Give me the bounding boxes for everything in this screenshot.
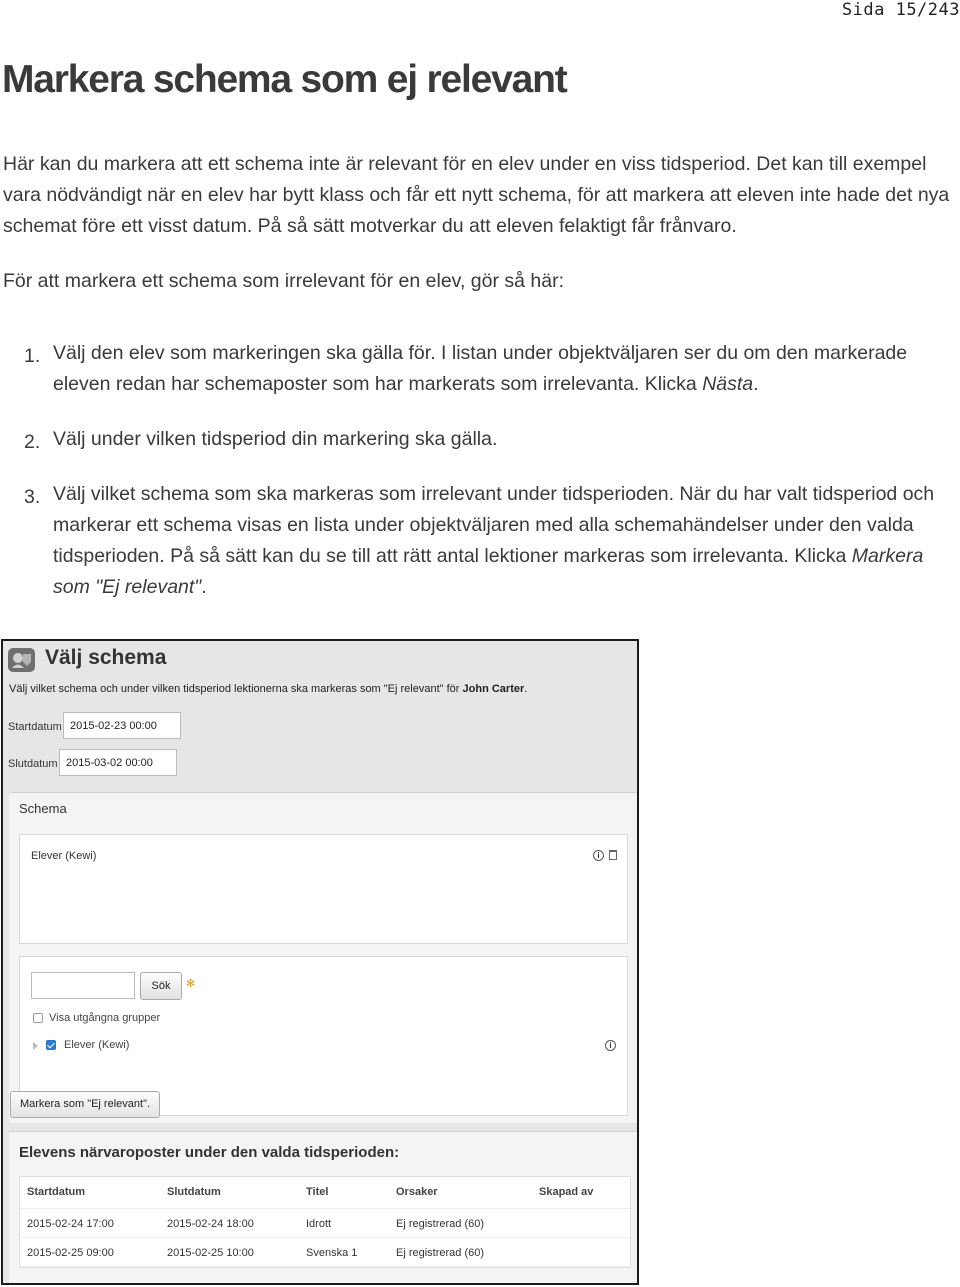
step-number: 1. — [24, 345, 41, 367]
dialog-description: Välj vilket schema och under vilken tidsperiod lektionerna ska markeras som "Ej relevant" för John Carter. — [9, 683, 528, 695]
table-row[interactable] — [20, 1209, 630, 1238]
page-number: Sida 15/243 — [841, 0, 960, 20]
end-date-input[interactable]: 2015-03-02 00:00 — [59, 749, 177, 776]
table-cell: 2015-02-24 17:00 — [27, 1218, 114, 1230]
trash-icon[interactable] — [609, 850, 617, 860]
dialog-header — [3, 641, 637, 677]
column-header[interactable]: Orsaker — [396, 1186, 438, 1198]
table-cell: 2015-02-25 10:00 — [167, 1247, 254, 1259]
screenshot-panel — [1, 639, 639, 1285]
mark-not-relevant-button[interactable]: Markera som "Ej relevant". — [10, 1091, 160, 1118]
tree-item-label[interactable]: Elever (Kewi) — [64, 1039, 130, 1051]
table-header-row — [20, 1177, 630, 1209]
tree-item-checkbox[interactable] — [46, 1040, 56, 1050]
settings-gear-icon[interactable]: ✻ — [186, 978, 196, 990]
show-expired-label: Visa utgångna grupper — [49, 1012, 161, 1024]
table-cell: Idrott — [306, 1218, 332, 1230]
column-header[interactable]: Slutdatum — [167, 1186, 221, 1198]
dialog-title: Välj schema — [45, 646, 167, 669]
step-text: Välj den elev som markeringen ska gälla för. I listan under objektväljaren ser du om den markerade eleven redan har schemaposter som har markerats som irrelevanta. Klicka Nästa. — [53, 342, 908, 395]
schedule-title: Schema — [19, 801, 67, 816]
step-text: Välj under vilken tidsperiod din markering ska gälla. — [53, 428, 498, 450]
step-text: Välj vilket schema som ska markeras som irrelevant under tidsperioden. När du har valt tidsperiod och markerar ett schema visas en lista under objektväljaren med alla schemahändelser under den valda tidsperioden. På så sätt kan du se till att rätt antal lektioner markeras som irrelevanta. Klicka Markera som "Ej relevant". — [53, 483, 935, 598]
info-icon[interactable]: i — [605, 1040, 616, 1051]
table-cell: 2015-02-24 18:00 — [167, 1218, 254, 1230]
expand-arrow-icon[interactable] — [33, 1042, 38, 1050]
table-cell: Ej registrerad (60) — [396, 1218, 485, 1230]
end-date-label: Slutdatum — [8, 758, 58, 770]
info-icon[interactable]: i — [593, 850, 604, 861]
column-header[interactable]: Skapad av — [539, 1186, 594, 1198]
records-title: Elevens närvaroposter under den valda tidsperioden: — [19, 1144, 400, 1161]
page-title: Markera schema som ej relevant — [2, 58, 567, 101]
show-expired-checkbox[interactable] — [33, 1013, 43, 1023]
schedule-card — [9, 792, 637, 1123]
search-input[interactable] — [31, 972, 135, 999]
calendar-person-icon — [8, 648, 35, 672]
column-header[interactable]: Titel — [306, 1186, 329, 1198]
table-cell: Ej registrerad (60) — [396, 1247, 485, 1259]
start-date-label: Startdatum — [8, 721, 62, 733]
column-header[interactable]: Startdatum — [27, 1186, 86, 1198]
start-date-input[interactable]: 2015-02-23 00:00 — [63, 712, 181, 739]
selected-schedules — [19, 834, 628, 944]
table-cell: 2015-02-25 09:00 — [27, 1247, 114, 1259]
intro-paragraph: Här kan du markera att ett schema inte är relevant för en elev under en viss tidsperiod. Det kan till exempel vara nödvändigt när en elev har bytt klass och får ett nytt schema, för att markera att eleven inte hade det nya schemat före ett visst datum. På så sätt motverkar du att eleven felaktigt får frånvaro. — [3, 153, 950, 237]
student-name: John Carter — [462, 683, 525, 695]
lead-paragraph: För att markera ett schema som irrelevant för en elev, gör så här: — [3, 270, 565, 292]
records-section — [9, 1131, 637, 1285]
step-number: 3. — [24, 486, 41, 508]
selected-schedule-item[interactable]: Elever (Kewi) — [31, 850, 97, 862]
search-button[interactable]: Sök — [140, 972, 182, 1000]
step-number: 2. — [24, 431, 41, 453]
table-cell: Svenska 1 — [306, 1247, 358, 1259]
table-row[interactable] — [20, 1238, 630, 1267]
records-table — [19, 1176, 631, 1268]
